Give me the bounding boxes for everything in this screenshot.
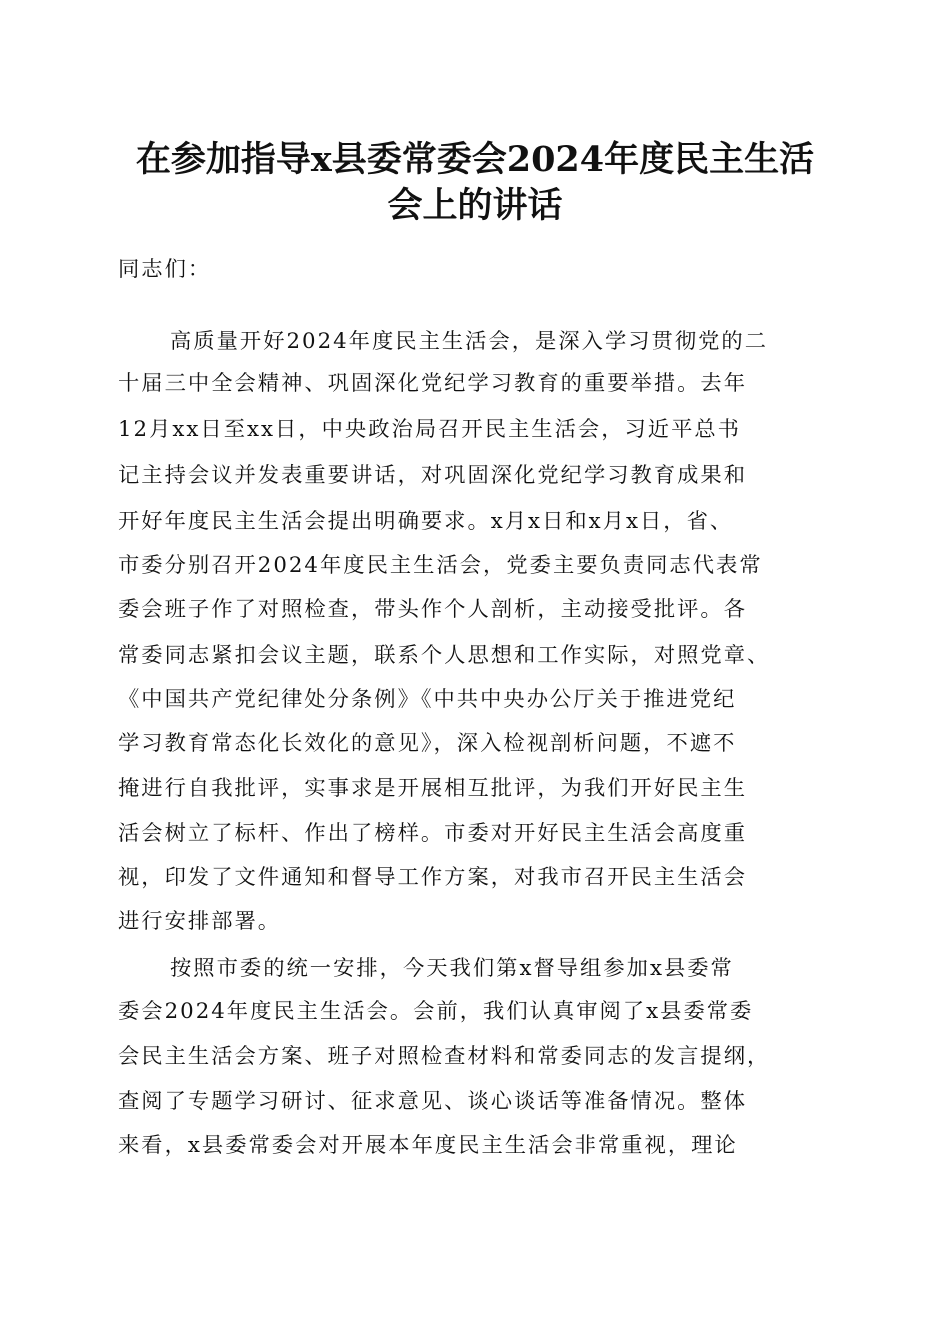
paragraph-1-line: 常委同志紧扣会议主题，联系个人思想和工作实际，对照党章、 <box>118 643 771 668</box>
paragraph-1-line: 掩进行自我批评，实事求是开展相互批评，为我们开好民主生 <box>118 776 748 801</box>
paragraph-2-line: 查阅了专题学习研讨、征求意见、谈心谈话等准备情况。整体 <box>118 1089 748 1114</box>
paragraph-1-line: 记主持会议并发表重要讲话，对巩固深化党纪学习教育成果和 <box>118 463 748 488</box>
paragraph-1-line: 视，印发了文件通知和督导工作方案，对我市召开民主生活会 <box>118 865 748 890</box>
salutation: 同志们： <box>118 257 212 282</box>
paragraph-1-line: 12月xx日至xx日，中央政治局召开民主生活会，习近平总书 <box>118 417 741 442</box>
paragraph-1-line: 学习教育常态化长效化的意见》，深入检视剖析问题，不遮不 <box>118 731 737 756</box>
paragraph-1-line: 进行安排部署。 <box>118 909 282 934</box>
paragraph-1-line: 活会树立了标杆、作出了榜样。市委对开好民主生活会高度重 <box>118 821 748 846</box>
document-title-line-1: 在参加指导x县委常委会2024年度民主生活 <box>135 139 815 180</box>
paragraph-1-line: 市委分别召开2024年度民主生活会，党委主要负责同志代表常 <box>118 553 763 578</box>
paragraph-1-line: 十届三中全会精神、巩固深化党纪学习教育的重要举措。去年 <box>118 371 748 396</box>
document-title-line-2: 会上的讲话 <box>387 185 563 226</box>
paragraph-2-line: 按照市委的统一安排，今天我们第x督导组参加x县委常 <box>170 956 734 981</box>
paragraph-2-line: 来看，x县委常委会对开展本年度民主生活会非常重视，理论 <box>118 1133 738 1158</box>
paragraph-1-line: 委会班子作了对照检查，带头作个人剖析，主动接受批评。各 <box>118 597 748 622</box>
paragraph-1-line: 《中国共产党纪律处分条例》《中共中央办公厅关于推进党纪 <box>118 687 737 712</box>
paragraph-2-line: 会民主生活会方案、班子对照检查材料和常委同志的发言提纲， <box>118 1044 771 1069</box>
paragraph-2-line: 委会2024年度民主生活会。会前，我们认真审阅了x县委常委 <box>118 999 754 1024</box>
paragraph-1-line: 开好年度民主生活会提出明确要求。x月x日和x月x日，省、 <box>118 509 734 534</box>
paragraph-1-line: 高质量开好2024年度民主生活会，是深入学习贯彻党的二 <box>170 329 769 354</box>
